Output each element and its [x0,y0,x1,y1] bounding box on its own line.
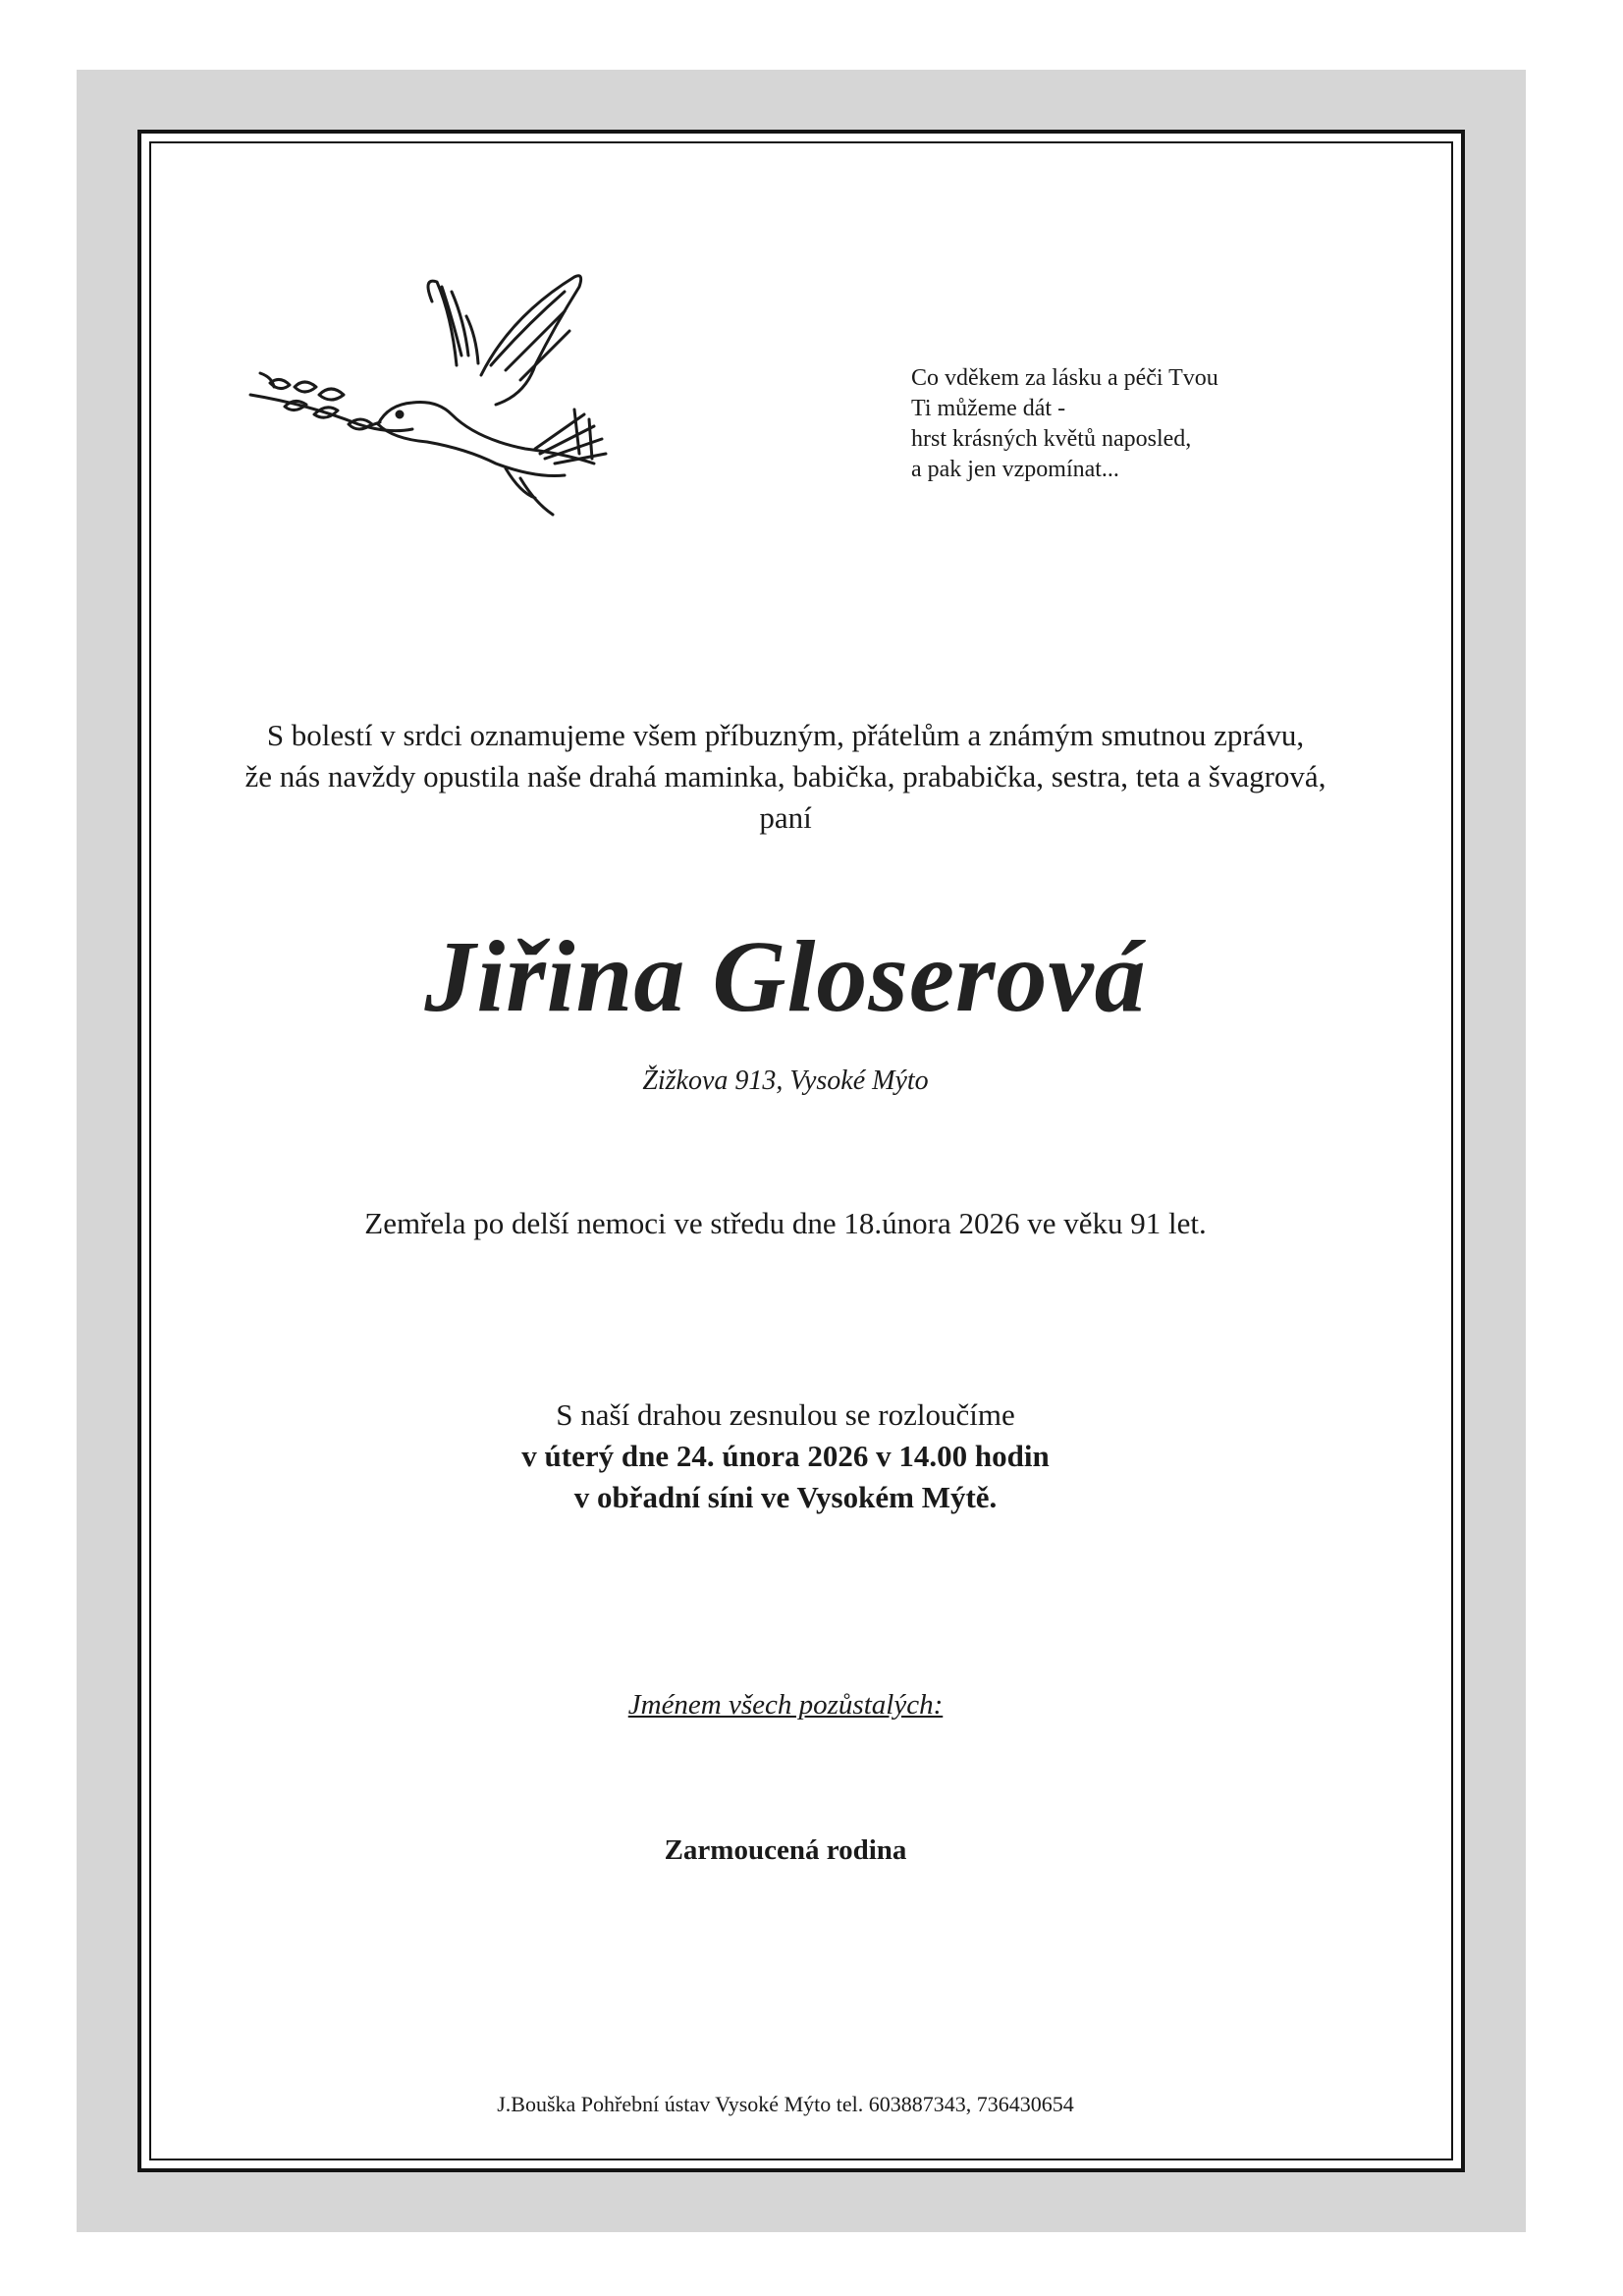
announcement-line: že nás navždy opustila naše drahá maminka, babička, prababička, sestra, teta a švagrová, [244,759,1326,793]
poem-line: Ti můžeme dát - [911,396,1066,421]
memorial-poem [911,363,1333,485]
death-announcement [157,715,1414,839]
poem-line: Co vděkem za lásku a péči Tvou [911,365,1218,391]
announcement-line: S bolestí v srdci oznamujeme všem příbuzným, přátelům a známým smutnou zprávu, [266,718,1305,752]
poem-line: a pak jen vzpomínat... [911,457,1119,482]
funeral-service-contact: J.Bouška Pohřební ústav Vysoké Mýto tel. 603887343, 736430654 [497,2092,1074,2116]
farewell-place: v obřadní síni ve Vysokém Mýtě. [573,1480,998,1514]
farewell-ceremony [157,1394,1414,1518]
deceased-address: Žižkova 913, Vysoké Mýto [642,1066,929,1096]
farewell-date-time: v úterý dne 24. února 2026 v 14.00 hodin [521,1439,1050,1473]
signature-family: Zarmoucená rodina [664,1834,907,1866]
death-details: Zemřela po delší nemoci ve středu dne 18.února 2026 ve věku 91 let. [364,1206,1207,1240]
announcement-line: paní [759,800,812,835]
on-behalf-of-survivors: Jménem všech pozůstalých: [627,1689,944,1721]
deceased-name: Jiřina Gloserová [424,920,1147,1033]
farewell-intro: S naší drahou zesnulou se rozloučíme [556,1397,1015,1432]
dove-with-olive-branch-icon [241,257,653,532]
poem-line: hrst krásných květů naposled, [911,426,1192,452]
